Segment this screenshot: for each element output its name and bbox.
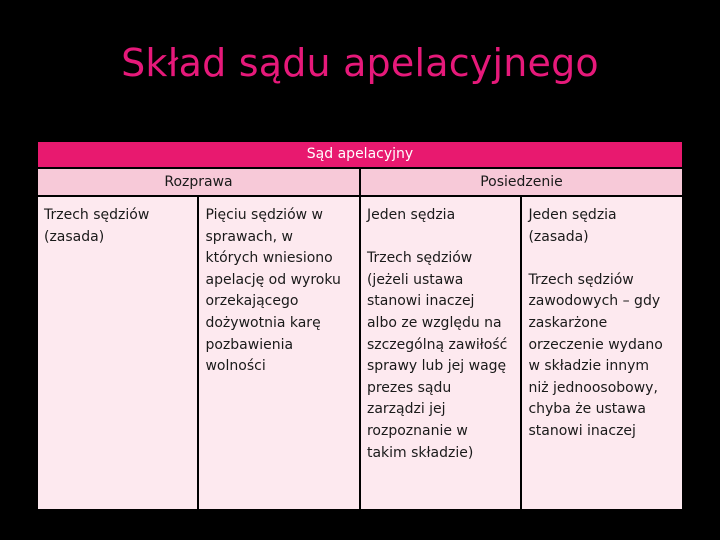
hearing-three-judges-cell: Trzech sędziów (zasada): [38, 197, 197, 509]
slide-title: Skład sądu apelacyjnego: [121, 41, 599, 85]
title-band: [0, 0, 720, 112]
body-row: [38, 197, 682, 509]
court-header-cell: Sąd apelacyjny: [38, 142, 682, 167]
hearing-five-judges-cell: Pięciu sędziów w sprawach, w których wniesiono apelację od wyroku orzekającego dożywotnia karę pozbawienia wolności: [199, 197, 358, 509]
session-one-or-three-judges-cell: Jeden sędzia Trzech sędziów (jeżeli ustawa stanowi inaczej albo ze względu na szczególną zawiłość sprawy lub jej wagę prezes sądu zarządzi jej rozpoznanie w takim składzie): [361, 197, 520, 509]
court-header-row: [38, 142, 682, 167]
session-header-cell: Posiedzenie: [361, 169, 682, 195]
group-header-row: [38, 169, 682, 195]
session-one-or-three-professional-judges-cell: Jeden sędzia (zasada) Trzech sędziów zawodowych – gdy zaskarżone orzeczenie wydano w składzie innym niż jednoosobowy, chyba że ustawa stanowi inaczej: [522, 197, 682, 509]
court-composition-table: [36, 140, 684, 511]
hearing-header-cell: Rozprawa: [38, 169, 359, 195]
